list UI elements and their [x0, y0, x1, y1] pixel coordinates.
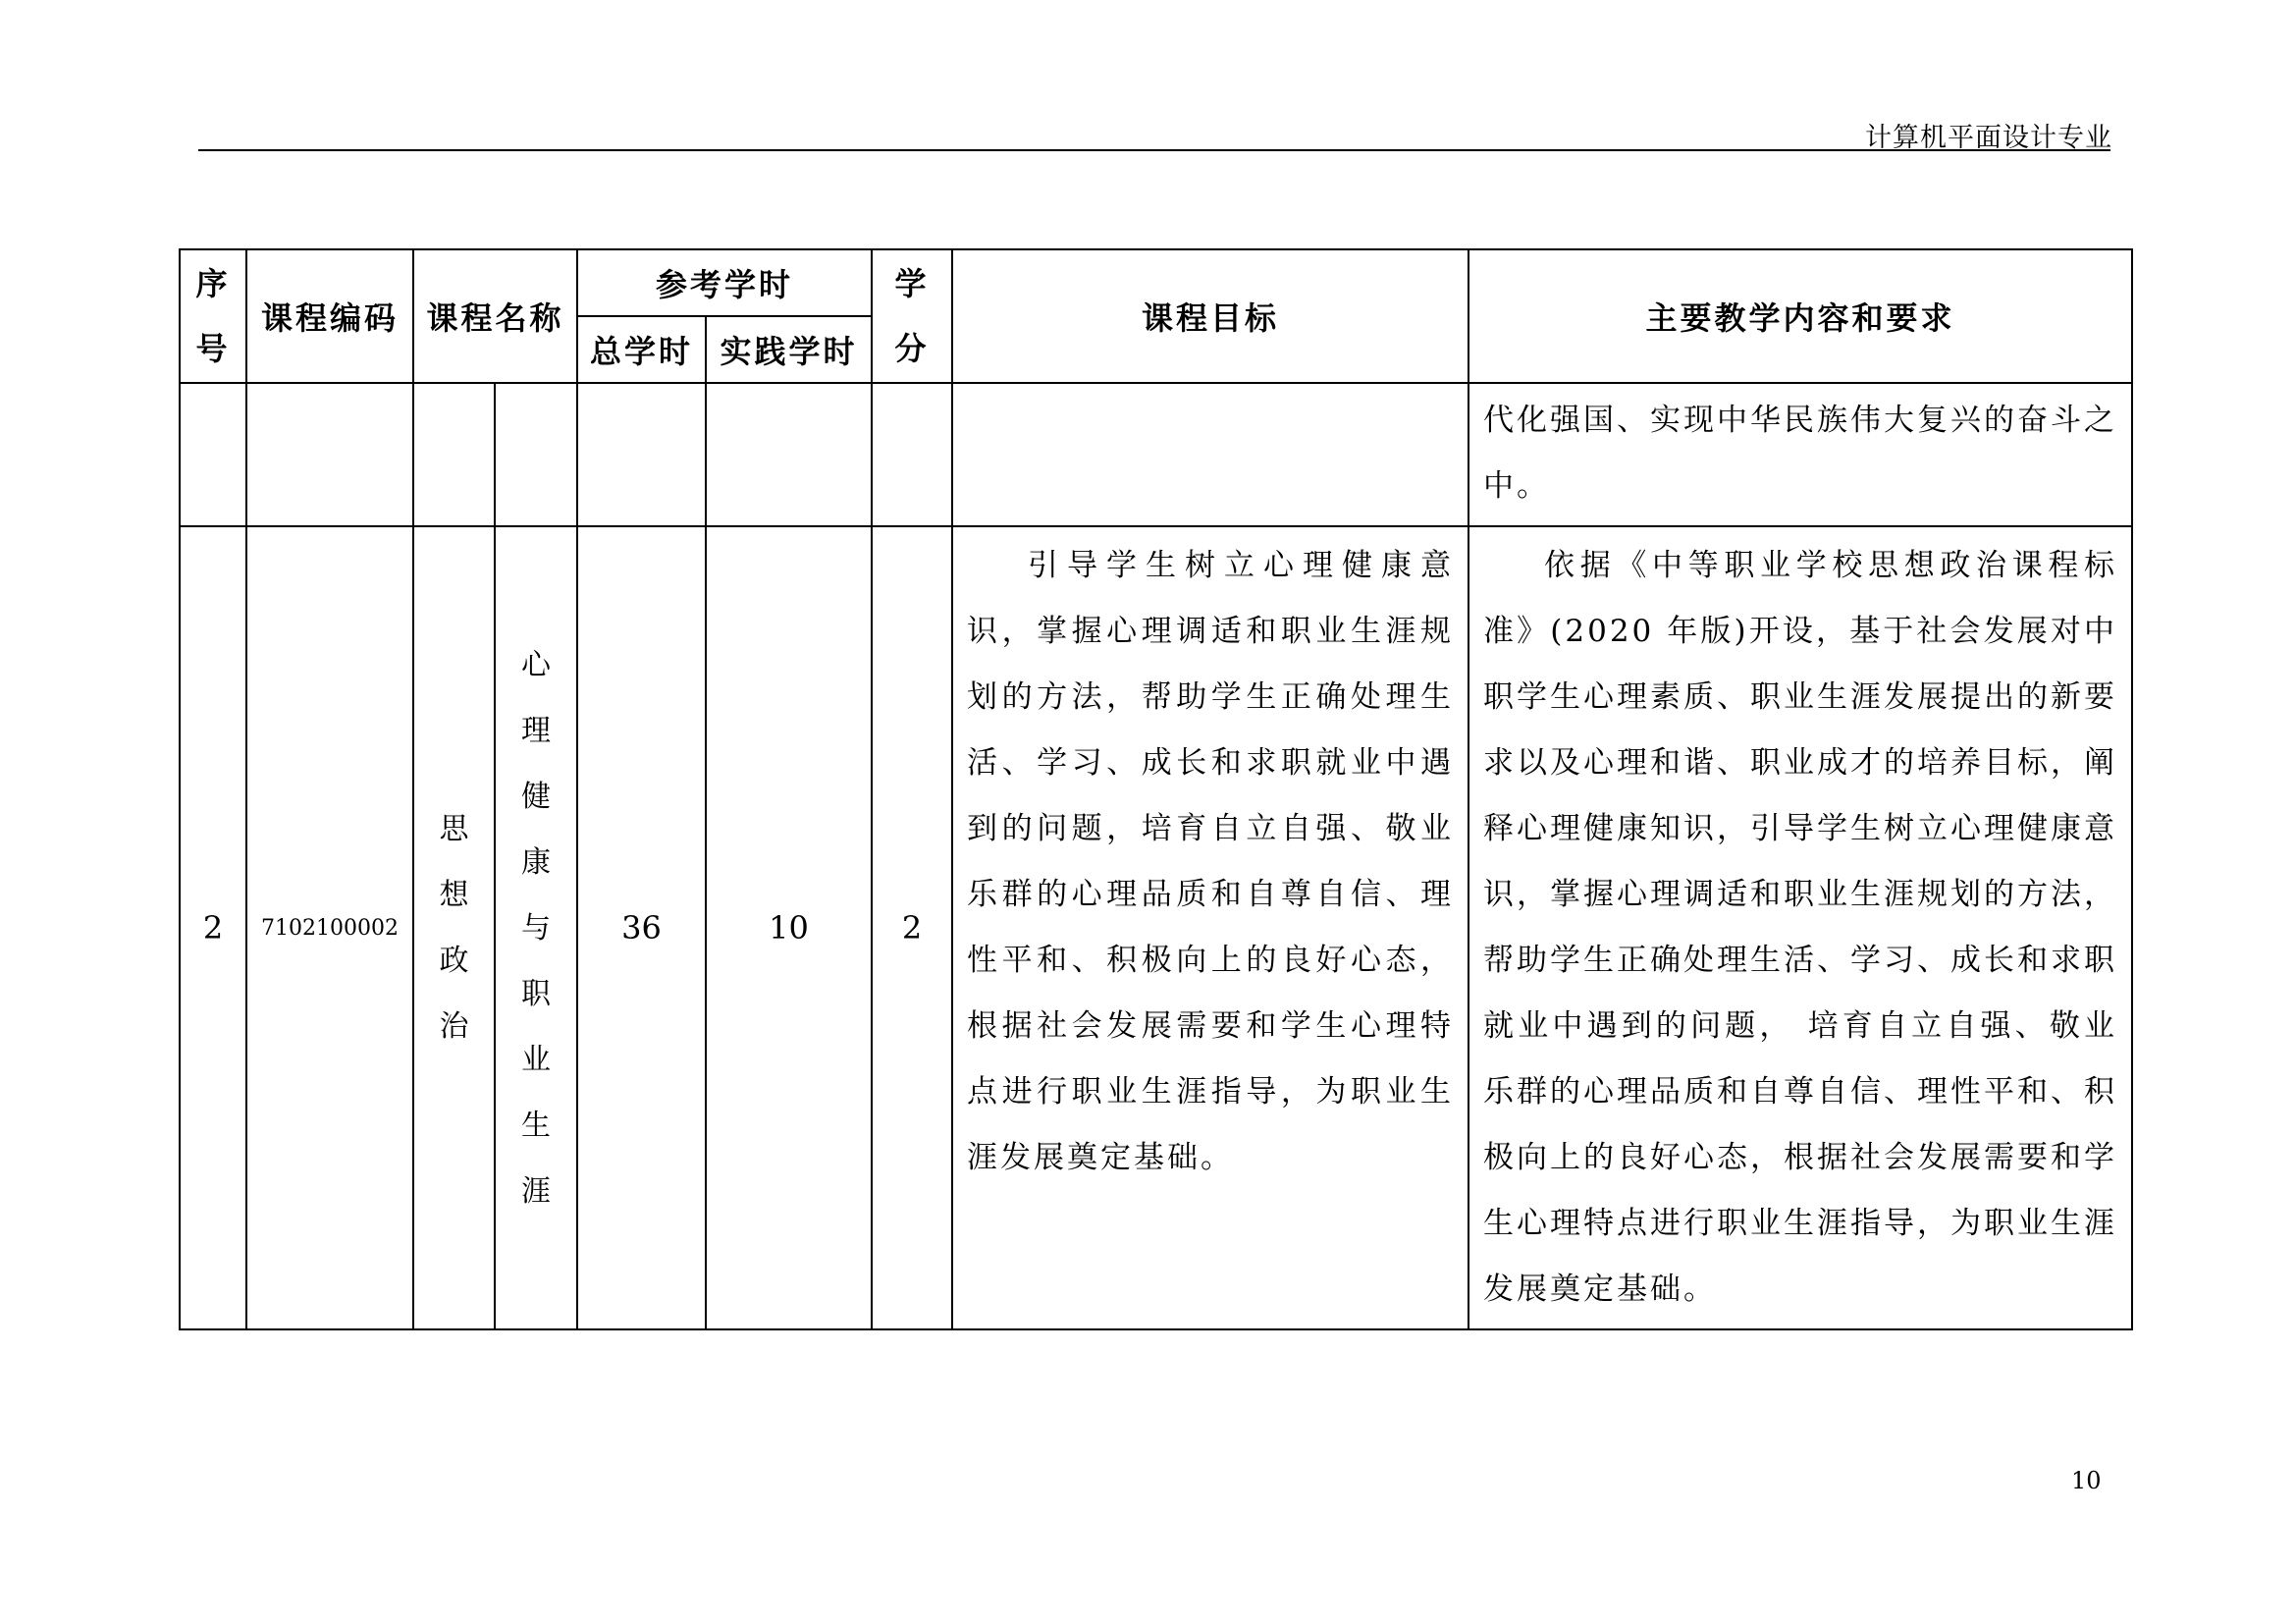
- cell-goal: 引导学生树立心理健康意识，掌握心理调适和职业生涯规划的方法，帮助学生正确处理生活、学习、成长和求职就业中遇到的问题，培育自立自强、敬业乐群的心理品质和自尊自信、理性平和、积极向上的良好心态，根据社会发展需要和学生心理特点进行职业生涯指导，为职业生涯发展奠定基础。: [952, 526, 1468, 1329]
- cell-category: 思想政治: [413, 526, 495, 1329]
- header-code: 课程编码: [246, 249, 413, 383]
- header-title: 计算机平面设计专业: [1865, 123, 2112, 153]
- table-row: [180, 526, 2132, 1329]
- header-seq: 序号: [180, 249, 246, 383]
- cell-total-hours: 36: [577, 526, 706, 1329]
- header-total-hours: 总学时: [577, 316, 706, 383]
- cell-content-continued: 代化强国、实现中华民族伟大复兴的奋斗之中。: [1468, 383, 2132, 526]
- cell-empty: [577, 383, 706, 526]
- header-rule: [198, 149, 2110, 151]
- cell-content: 依据《中等职业学校思想政治课程标准》(2020 年版)开设，基于社会发展对中职学生心理素质、职业生涯发展提出的新要求以及心理和谐、职业成才的培养目标，阐释心理健康知识，引导学生树立心理健康意识，掌握心理调适和职业生涯规划的方法，帮助学生正确处理生活、学习、成长和求职就业中遇到的问题， 培育自立自强、敬业乐群的心理品质和自尊自信、理性平和、积极向上的良好心态，根据社会发展需要和学生心理特点进行职业生涯指导，为职业生涯发展奠定基础。: [1468, 526, 2132, 1329]
- cell-empty: [495, 383, 577, 526]
- table-row-continued: [180, 383, 2132, 526]
- cell-practice-hours: 10: [706, 526, 872, 1329]
- header-credits: 学分: [872, 249, 952, 383]
- page-number: 10: [2071, 1467, 2102, 1494]
- cell-credits: 2: [872, 526, 952, 1329]
- header-goal: 课程目标: [952, 249, 1468, 383]
- cell-seq: 2: [180, 526, 246, 1329]
- cell-course-name: 心理健康与职业生涯: [495, 526, 577, 1329]
- cell-code: 7102100002: [246, 526, 413, 1329]
- course-table: [179, 248, 2133, 1330]
- header-ref-hours: 参考学时: [577, 249, 872, 316]
- cell-empty: [706, 383, 872, 526]
- cell-empty: [952, 383, 1468, 526]
- cell-empty: [413, 383, 495, 526]
- cell-empty: [180, 383, 246, 526]
- cell-empty: [246, 383, 413, 526]
- header-content: 主要教学内容和要求: [1468, 249, 2132, 383]
- header-practice-hours: 实践学时: [706, 316, 872, 383]
- header-name: 课程名称: [413, 249, 577, 383]
- cell-empty: [872, 383, 952, 526]
